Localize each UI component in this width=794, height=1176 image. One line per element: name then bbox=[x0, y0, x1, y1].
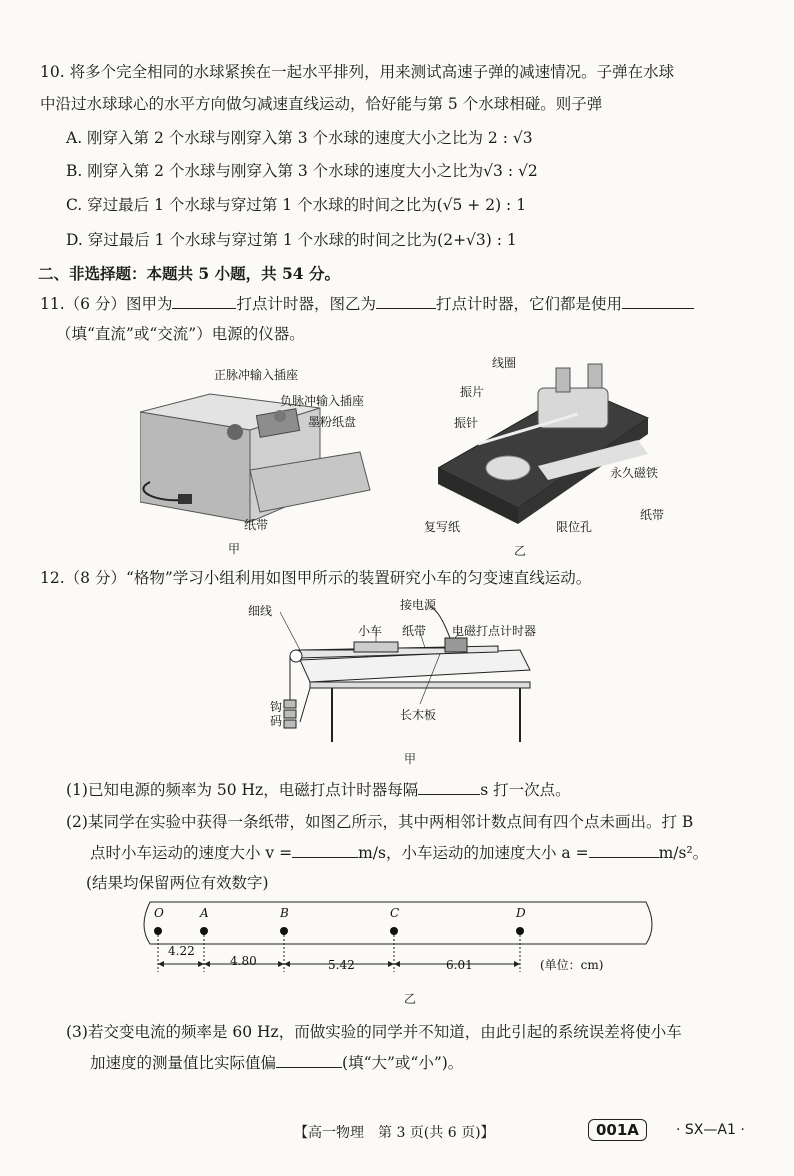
experiment-setup-figure bbox=[240, 592, 560, 752]
q11-part2: 打点计时器，图乙为 bbox=[236, 295, 376, 313]
tape-label-c: C bbox=[390, 906, 400, 920]
q11-blank-1[interactable] bbox=[172, 294, 236, 309]
q12-sub3-line2 bbox=[90, 1051, 463, 1073]
q11-blank-2[interactable] bbox=[376, 294, 436, 309]
tape-point-d bbox=[516, 927, 524, 935]
tape-point-o bbox=[154, 927, 162, 935]
fig-b-label-needle: 振针 bbox=[454, 416, 479, 430]
q12-sub3-part1: 加速度的测量值比实际值偏 bbox=[90, 1054, 277, 1072]
setup-label-power: 接电源 bbox=[400, 598, 437, 612]
fig-b-label-magnet: 永久磁铁 bbox=[610, 466, 659, 480]
tape-distance-cd: 6.01 bbox=[446, 958, 473, 972]
setup-caption: 甲 bbox=[404, 752, 417, 766]
tape-point-b bbox=[280, 927, 288, 935]
tape-distance-oa: 4.22 bbox=[168, 944, 195, 958]
q12-blank-4[interactable] bbox=[276, 1053, 342, 1068]
fig-b-caption: 乙 bbox=[514, 544, 527, 558]
q10-option-d: D. 穿过最后 1 个水球与穿过第 1 个水球的时间之比为(2+√3) : 1 bbox=[66, 231, 517, 249]
q12-sub2-note: (结果均保留两位有效数字) bbox=[86, 874, 269, 892]
q11-part3: 打点计时器，它们都是使用 bbox=[435, 295, 622, 313]
q11-part1: 11.（6 分）图甲为 bbox=[40, 295, 173, 313]
tape-caption: 乙 bbox=[404, 992, 417, 1006]
q12-blank-2[interactable] bbox=[292, 843, 358, 858]
tape-distance-ab: 4.80 bbox=[230, 954, 257, 968]
q10-stem-line1: 10. 将多个完全相同的水球紧挨在一起水平排列，用来测试高速子弹的减速情况。子弹在水球 bbox=[40, 63, 675, 81]
tape-distance-bc: 5.42 bbox=[328, 958, 355, 972]
q12-sub1-part1: (1)已知电源的频率为 50 Hz，电磁打点计时器每隔 bbox=[66, 781, 419, 799]
q12-sub2-line2 bbox=[90, 841, 708, 863]
electromagnetic-timer-figure bbox=[438, 348, 658, 528]
q10-option-c: C. 穿过最后 1 个水球与穿过第 1 个水球的时间之比为(√5 + 2) : 1 bbox=[66, 196, 527, 214]
q12-sub1-part2: s 打一次点。 bbox=[480, 781, 571, 799]
fig-b-label-coil: 线圈 bbox=[492, 356, 517, 370]
q12-sub1 bbox=[66, 778, 571, 800]
setup-label-timer: 电磁打点计时器 bbox=[452, 624, 537, 638]
fig-b-label-tape: 纸带 bbox=[640, 508, 665, 522]
setup-label-weight: 钩码 bbox=[270, 700, 283, 728]
setup-label-tape: 纸带 bbox=[402, 624, 427, 638]
setup-label-cart: 小车 bbox=[358, 624, 383, 638]
fig-b-label-limit-hole: 限位孔 bbox=[556, 520, 593, 534]
setup-label-string: 细线 bbox=[248, 604, 273, 618]
q11-stem bbox=[40, 292, 694, 314]
q12-sub2-part3: m/s²。 bbox=[658, 844, 709, 862]
q12-sub3-line1: (3)若交变电流的频率是 60 Hz，而做实验的同学并不知道，由此引起的系统误差将使小车 bbox=[66, 1023, 682, 1041]
q12-blank-1[interactable] bbox=[418, 780, 480, 795]
fig-a-caption: 甲 bbox=[228, 542, 241, 556]
q12-sub2-line1: (2)某同学在实验中获得一条纸带，如图乙所示，其中两相邻计数点间有四个点未画出。打 B bbox=[66, 813, 694, 831]
q10-option-b: B. 刚穿入第 2 个水球与刚穿入第 3 个水球的速度大小之比为√3 : √2 bbox=[66, 162, 538, 180]
setup-label-board: 长木板 bbox=[400, 708, 437, 722]
section-heading: 二、非选择题：本题共 5 小题，共 54 分。 bbox=[38, 264, 340, 283]
tape-label-o: O bbox=[154, 906, 164, 920]
q12-sub2-part1: 点时小车运动的速度大小 v = bbox=[90, 844, 293, 862]
q12-sub3-part2: (填“大”或“小”)。 bbox=[342, 1054, 464, 1072]
tape-point-c bbox=[390, 927, 398, 935]
tape-label-a: A bbox=[200, 906, 209, 920]
fig-a-label-disk: 墨粉纸盘 bbox=[308, 415, 357, 429]
fig-b-label-reed: 振片 bbox=[460, 385, 485, 399]
footer-series: · SX—A1 · bbox=[676, 1122, 745, 1138]
q12-stem: 12.（8 分）“格物”学习小组利用如图甲所示的装置研究小车的匀变速直线运动。 bbox=[40, 569, 592, 587]
fig-b-label-carbon-paper: 复写纸 bbox=[424, 520, 461, 534]
fig-a-label-tape: 纸带 bbox=[244, 518, 269, 532]
tape-point-a bbox=[200, 927, 208, 935]
tape-label-d: D bbox=[516, 906, 526, 920]
fig-a-label-positive: 正脉冲输入插座 bbox=[214, 368, 299, 382]
footer-page: 【高一物理 第 3 页(共 6 页)】 bbox=[294, 1125, 495, 1141]
tape-label-b: B bbox=[280, 906, 289, 920]
q11-stem-line2: （填“直流”或“交流”）电源的仪器。 bbox=[56, 325, 305, 343]
tape-unit: (单位：cm) bbox=[540, 958, 604, 972]
fig-a-label-negative: 负脉冲输入插座 bbox=[280, 394, 365, 408]
q12-blank-3[interactable] bbox=[589, 843, 659, 858]
footer-code: 001A bbox=[588, 1119, 647, 1141]
q10-stem-line2: 中沿过水球球心的水平方向做匀减速直线运动，恰好能与第 5 个水球相碰。则子弹 bbox=[40, 95, 603, 113]
q11-blank-3[interactable] bbox=[622, 294, 694, 309]
q12-sub2-part2: m/s，小车运动的加速度大小 a = bbox=[358, 844, 589, 862]
q10-option-a: A. 刚穿入第 2 个水球与刚穿入第 3 个水球的速度大小之比为 2 : √3 bbox=[66, 129, 533, 147]
